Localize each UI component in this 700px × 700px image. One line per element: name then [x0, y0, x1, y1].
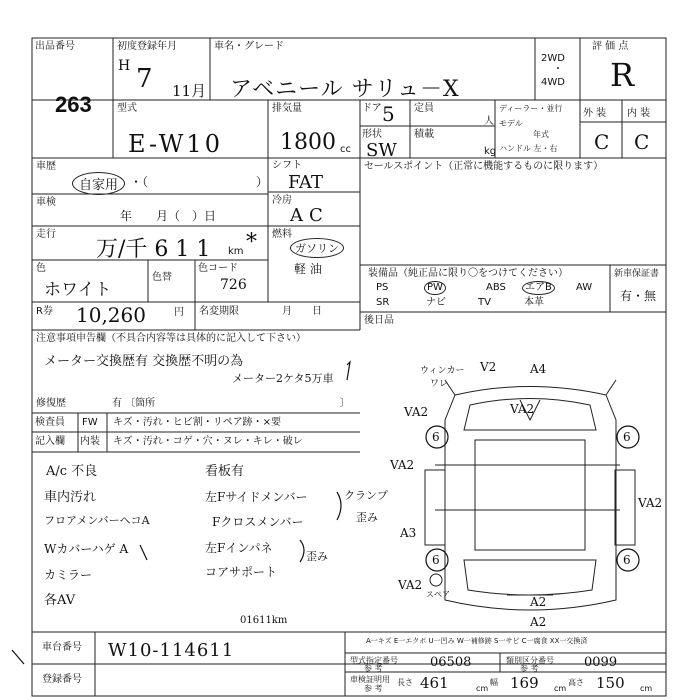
km-unit: km: [228, 246, 244, 257]
displacement-label: 排気量: [272, 103, 302, 114]
color-value: ホワイト: [44, 280, 112, 300]
diag-va2-rl: VA2: [398, 578, 423, 592]
exterior-label: 外 装: [583, 108, 607, 119]
era: H: [118, 58, 131, 74]
width-unit: cm: [554, 684, 567, 693]
remark-warp: 歪み: [306, 550, 328, 563]
repair-close: 〕: [340, 398, 350, 409]
model-value: E-W10: [128, 130, 223, 158]
displacement-value: 1800: [280, 130, 336, 155]
equip-leather: 本革: [524, 297, 544, 308]
remark-floor-member: フロアメンバーヘコA: [44, 514, 150, 527]
shift-label: シフト: [272, 160, 302, 171]
recycle-label: R券: [36, 306, 53, 317]
category-label: 類別区分番号: [506, 656, 554, 665]
entry-label: 記入欄: [35, 436, 65, 447]
fw-checklist: キズ・汚れ・ヒビ割・リペア跡・×要: [113, 417, 281, 428]
doors-value: 5: [382, 102, 395, 126]
wcover-stroke: [140, 545, 147, 560]
remark-wcover: Wカバーハゲ A: [44, 542, 129, 556]
cc-unit: cc: [340, 144, 351, 155]
diag-a2-rear: A2: [530, 595, 547, 609]
expiry-value: 月 日: [282, 306, 322, 317]
fuel-label: 燃料: [272, 229, 292, 240]
yen-unit: 円: [174, 307, 184, 318]
color-code-label: 色コード: [198, 263, 238, 274]
notes-line1: メーター交換歴有 交換歴不明の為: [44, 354, 244, 369]
exterior-grade: C: [594, 130, 610, 154]
reg-cert-label: 車検証明用: [350, 675, 390, 684]
diag-a3: A3: [400, 526, 417, 540]
remark-instrument-panel: 左Fインパネ: [205, 541, 273, 555]
ref-label-3: 参 考: [364, 684, 383, 693]
category-number: 0099: [584, 655, 618, 670]
capacity-unit: 人: [484, 116, 494, 127]
car-name-label: 車名・グレード: [214, 41, 284, 52]
load-unit: kg: [484, 146, 497, 157]
mileage-value: 万/千 6 1 1: [96, 237, 211, 262]
history-rest: ・（ ）: [130, 175, 269, 189]
inspection-label: 車検: [36, 197, 56, 208]
equip-airbag: エアB: [522, 281, 555, 295]
ref-label-2: 参 考: [520, 664, 539, 673]
equip-ps: PS: [376, 282, 389, 293]
diag-winker: ウィンカー: [420, 366, 465, 376]
inspector-label: 検査員: [35, 417, 65, 428]
diag-spare: スペア: [426, 590, 450, 599]
interior-checklist: キズ・汚れ・コゲ・穴・ヌレ・キレ・破レ: [113, 436, 303, 447]
registration-label: 登録番号: [42, 674, 82, 685]
ref-label-1: 参 考: [364, 664, 383, 673]
color-code: 726: [220, 277, 247, 293]
year-label: 年式: [533, 130, 549, 139]
remark-clamp-warp: 歪み: [356, 511, 378, 524]
margin-stroke: [12, 650, 24, 664]
drive-dot: ・: [553, 64, 563, 75]
diag-tire-fr: 6: [623, 430, 631, 444]
remark-mirror: カミラー: [44, 568, 93, 582]
length-label: 長さ: [397, 678, 413, 687]
interior-check-label: 内装: [80, 436, 100, 447]
remark-interior-dirt: 車内汚れ: [44, 490, 97, 505]
fuel-diesel: 軽 油: [294, 262, 322, 276]
remark-ac: A/c 不良: [46, 464, 98, 479]
diag-va2-hood: VA2: [510, 402, 535, 416]
dealer-label: ディーラー・並行: [499, 104, 563, 113]
fw-label: FW: [82, 417, 98, 428]
model-year-label: モデル: [499, 119, 523, 128]
grade-value: R: [610, 56, 635, 94]
chassis-label: 車台番号: [42, 642, 82, 653]
history-value: 自家用: [72, 172, 125, 195]
remark-core-support: コアサポート: [205, 565, 278, 579]
expiry-label: 名変期限: [199, 306, 239, 317]
model-label: 型式: [117, 103, 137, 114]
model-spec-label: 型式指定番号: [350, 656, 398, 665]
first-reg-month: 11月: [172, 82, 207, 100]
ac-label: 冷房: [272, 195, 292, 206]
fuel-gasoline: ガソリン: [290, 238, 344, 258]
diag-a2-bottom: A2: [530, 615, 547, 629]
remark-cross-member: Fクロスメンバー: [212, 515, 304, 529]
repair-value: 有 〔箇所: [112, 398, 156, 409]
color-label: 色: [36, 263, 46, 274]
handle-label: ハンドル 左・右: [499, 144, 558, 153]
shape-label: 形状: [362, 129, 382, 140]
load-label: 積載: [414, 129, 434, 140]
clamp-brace: [337, 492, 341, 520]
odometer-note: 01611km: [240, 615, 288, 626]
lot-no: 263: [55, 92, 92, 117]
height-label: 高さ: [568, 678, 584, 687]
height-unit: cm: [640, 684, 653, 693]
mileage-star: *: [246, 230, 257, 255]
equip-pw: PW: [424, 281, 446, 295]
ac-value: AC: [290, 205, 329, 226]
diag-va2-fl: VA2: [404, 405, 429, 419]
chassis-number: W10-114611: [108, 640, 235, 661]
diag-tire-rl: 6: [432, 553, 440, 567]
repair-label: 修復歴: [36, 398, 66, 409]
interior-label: 内 装: [627, 108, 651, 119]
lot-no-label: 出品番号: [35, 41, 75, 52]
diag-v2-top: V2: [480, 360, 497, 374]
length-unit: cm: [476, 684, 489, 693]
shape-value: SW: [366, 140, 397, 161]
diag-va2-left: VA2: [390, 458, 415, 472]
interior-grade: C: [634, 130, 650, 154]
drive-4wd: 4WD: [541, 77, 565, 88]
car-name: アベニール サリュ－X: [230, 77, 460, 102]
diag-tire-fl: 6: [432, 430, 440, 444]
color-change-label: 色替: [152, 272, 172, 283]
diag-a4: A4: [530, 362, 547, 376]
wheel-circles: [426, 426, 639, 571]
shift-value: FAT: [288, 172, 323, 193]
warranty-label: 新車保証書: [614, 269, 660, 279]
notes-label: 注意事項申告欄（不具合内容等は具体的に記入して下さい）: [36, 333, 306, 344]
equip-aw: AW: [576, 282, 593, 293]
width-value: 169: [510, 674, 539, 692]
history-label: 車歴: [36, 161, 56, 172]
equip-sr: SR: [376, 297, 390, 308]
capacity-label: 定員: [414, 103, 434, 114]
mileage-label: 走行: [36, 229, 56, 240]
remark-av: 各AV: [44, 593, 76, 608]
equip-abs: ABS: [486, 282, 506, 293]
width-label: 幅: [490, 678, 498, 687]
rear-seat-label: 後日品: [364, 315, 394, 326]
model-spec-number: 06508: [430, 655, 472, 670]
first-reg-year: 7: [136, 64, 153, 94]
note-line-tail: [347, 362, 350, 380]
diag-tire-rr: 6: [623, 553, 631, 567]
first-reg-label: 初度登録年月: [117, 41, 177, 52]
length-value: 461: [420, 674, 449, 692]
diag-crack: ワレ: [430, 379, 449, 389]
recycle-value: 10,260: [76, 303, 146, 327]
doors-label: ドア: [362, 103, 382, 114]
remark-clamp: クランプ: [344, 489, 388, 502]
warp-brace: [300, 540, 304, 562]
sales-point-label: セールスポイント（正常に機能するものに限ります）: [364, 161, 604, 172]
remark-sign: 看板有: [205, 464, 245, 479]
remark-side-member: 左Fサイドメンバー: [205, 490, 308, 504]
diag-va2-right: VA2: [638, 496, 663, 510]
grade-label: 評 価 点: [592, 41, 629, 52]
equip-tv: TV: [478, 297, 491, 308]
damage-legend: A一キズ E一エクボ U一凹み W一補修跡 S一サビ C一腐食 XX一交換済: [366, 637, 588, 645]
equip-navi: ナビ: [426, 297, 446, 308]
notes-line2: メーター2ケタ5万車: [232, 372, 334, 385]
drive-2wd: 2WD: [541, 53, 565, 64]
warranty-value: 有・無: [620, 289, 657, 303]
height-value: 150: [596, 674, 625, 692]
equipment-label: 装備品（純正品に限り〇をつけてください）: [368, 268, 568, 279]
inspection-value: 年 月（ ）日: [120, 209, 217, 223]
